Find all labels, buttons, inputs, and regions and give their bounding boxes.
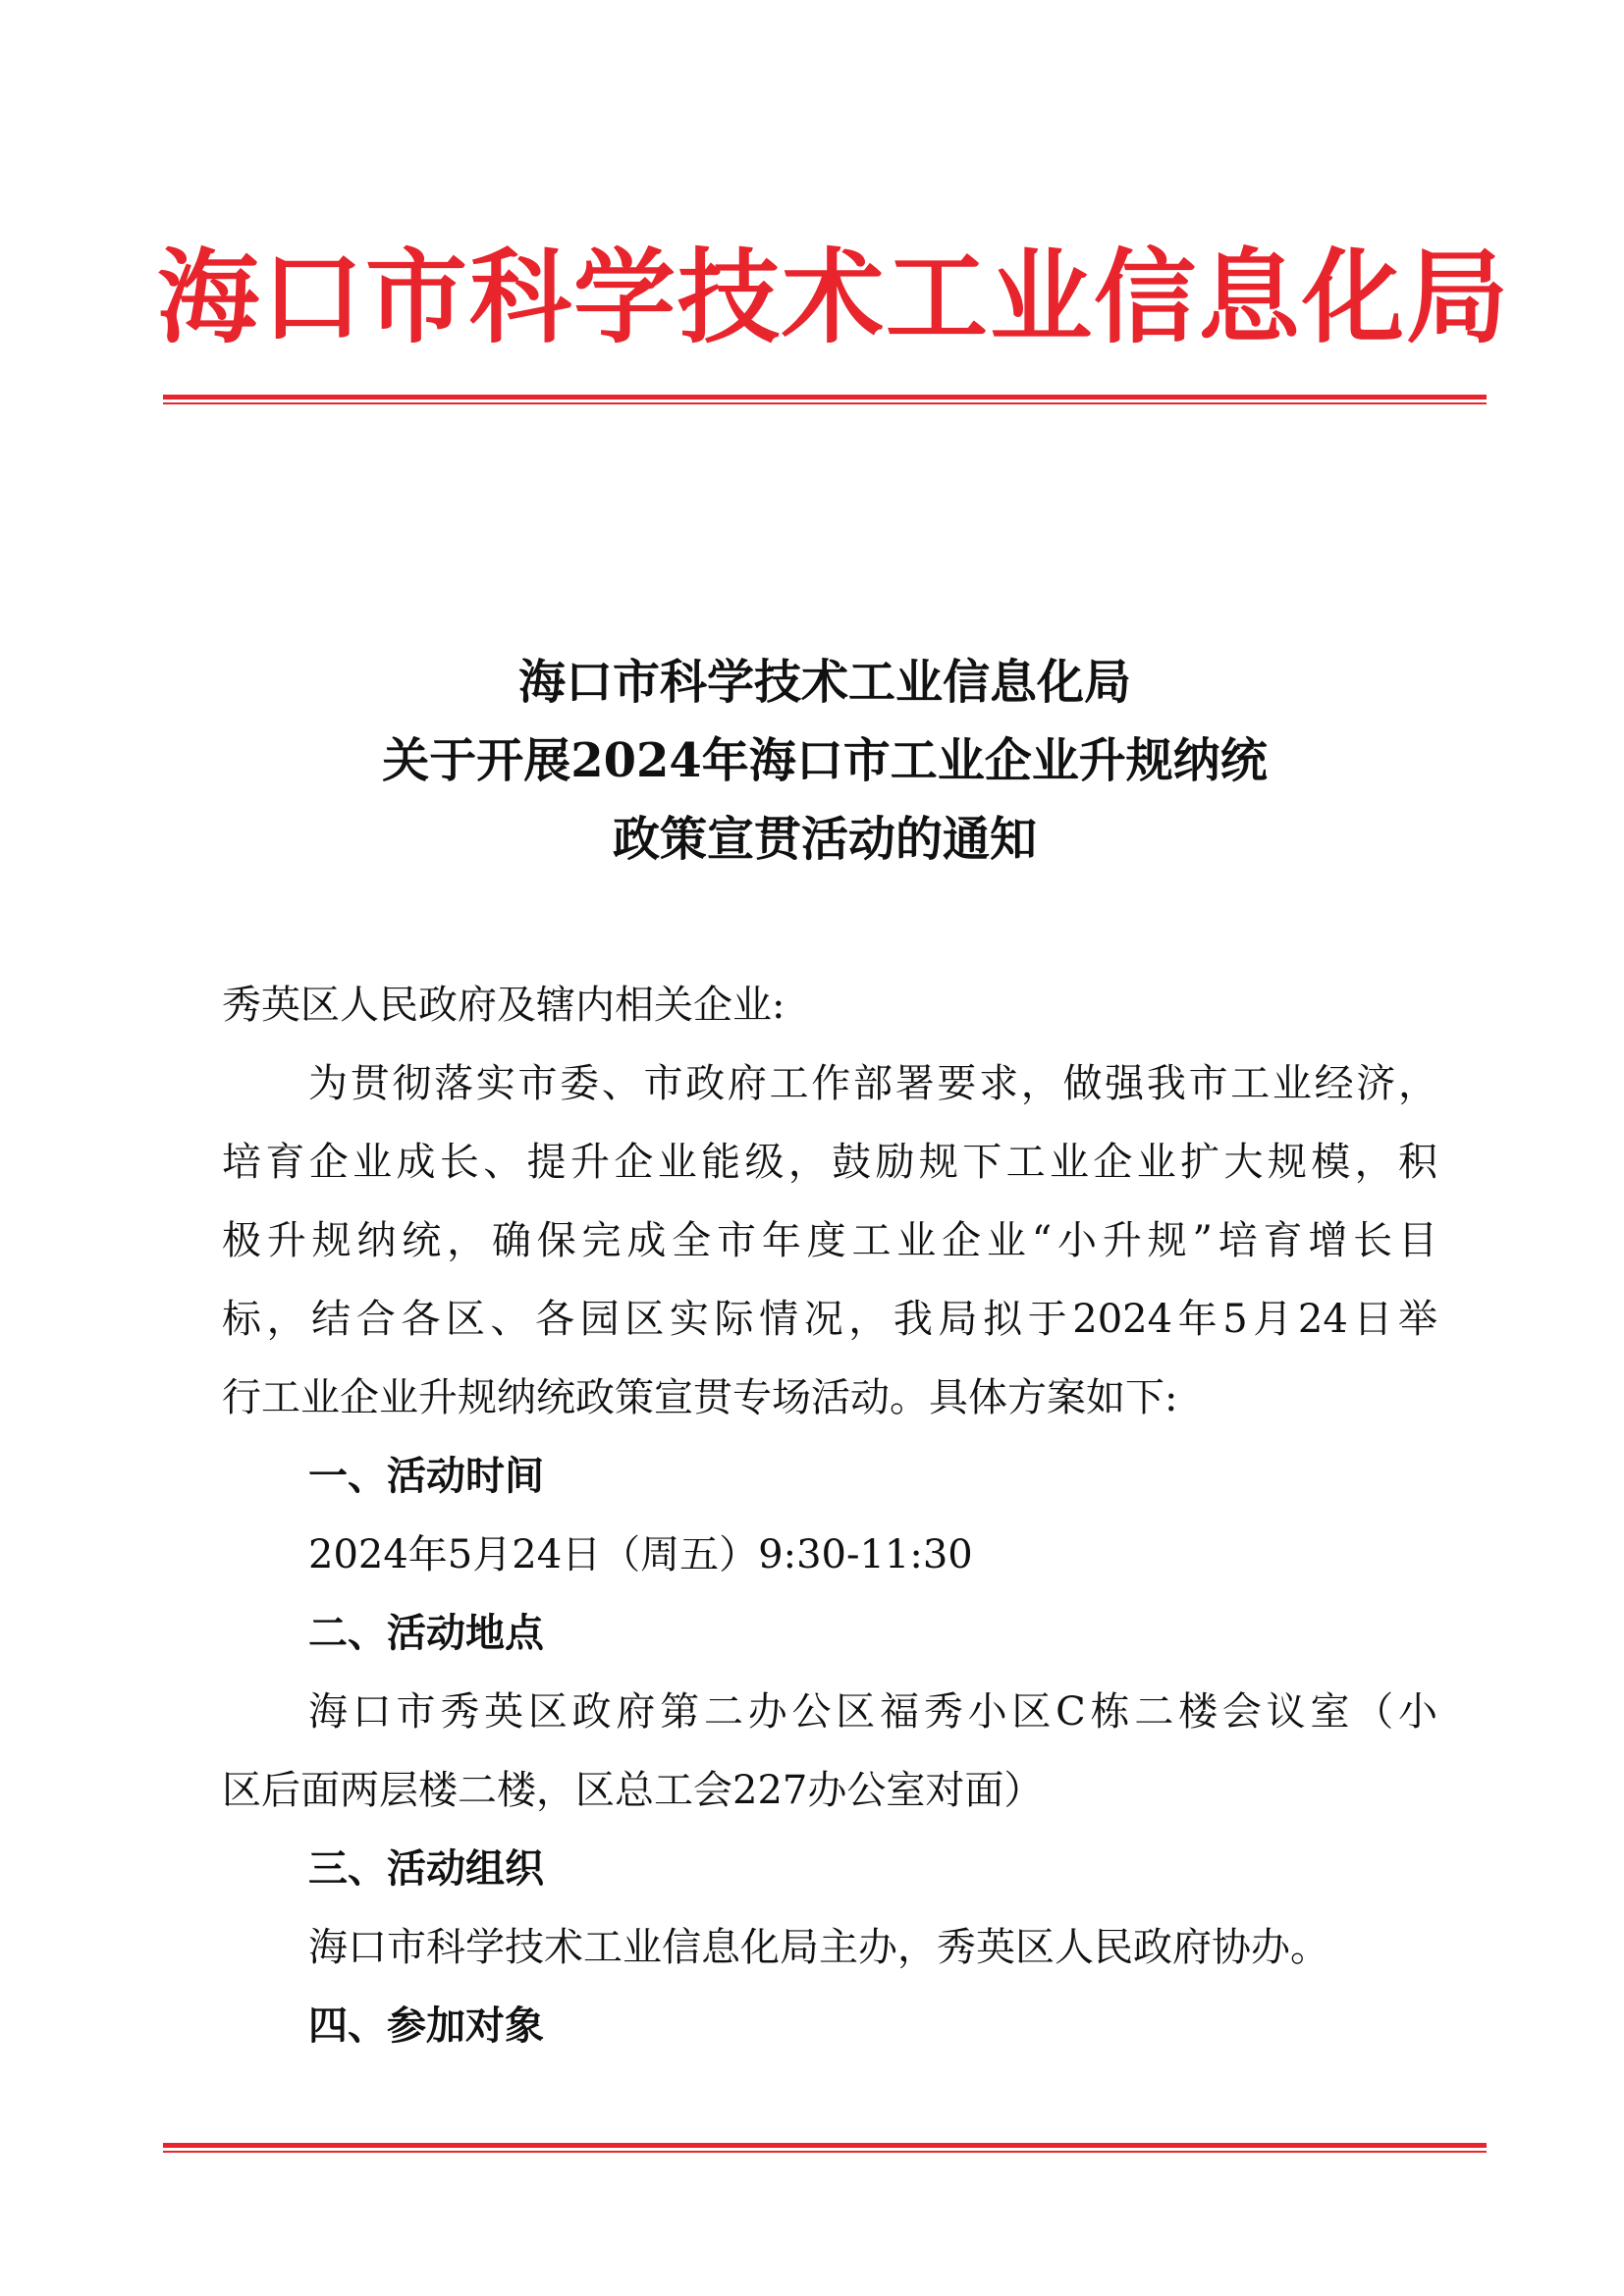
section-time-text: 2024年5月24日（周五）9:30-11:30 — [308, 1532, 973, 1577]
intro-paragraph-line: 极升规纳统，确保完成全市年度工业企业“小升规”培育增长目 — [222, 1218, 1437, 1263]
section-place-line: 区后面两层楼二楼，区总工会227办公室对面） — [222, 1768, 1044, 1813]
intro-paragraph-line: 行工业企业升规纳统政策宣贯专场活动。具体方案如下: — [222, 1375, 1178, 1420]
section-heading-organization: 三、活动组织 — [308, 1846, 544, 1892]
document-title — [163, 643, 1487, 879]
section-heading-place: 二、活动地点 — [308, 1611, 544, 1656]
intro-paragraph-line: 标，结合各区、各园区实际情况，我局拟于2024年5月24日举 — [222, 1297, 1437, 1342]
section-heading-participants: 四、参加对象 — [308, 2003, 544, 2049]
intro-paragraph-line: 为贯彻落实市委、市政府工作部署要求，做强我市工业经济， — [308, 1061, 1437, 1106]
header-divider — [163, 395, 1487, 404]
intro-paragraph-line: 培育企业成长、提升企业能级，鼓励规下工业企业扩大规模，积 — [222, 1140, 1437, 1185]
salutation: 秀英区人民政府及辖内相关企业: — [222, 983, 785, 1028]
footer-divider — [163, 2143, 1487, 2153]
section-organization-text: 海口市科学技术工业信息化局主办，秀英区人民政府协办。 — [308, 1925, 1329, 1970]
section-place-line: 海口市秀英区政府第二办公区福秀小区C栋二楼会议室（小 — [308, 1689, 1437, 1735]
section-heading-time: 一、活动时间 — [308, 1454, 544, 1499]
document-body — [222, 966, 1437, 2065]
agency-masthead: 海口市科学技术工业信息化局 — [157, 238, 1511, 357]
document-title-line: 政策宣贯活动的通知 — [612, 812, 1037, 867]
document-title-line: 海口市科学技术工业信息化局 — [517, 655, 1131, 710]
document-title-line: 关于开展2024年海口市工业企业升规纳统 — [382, 733, 1268, 788]
